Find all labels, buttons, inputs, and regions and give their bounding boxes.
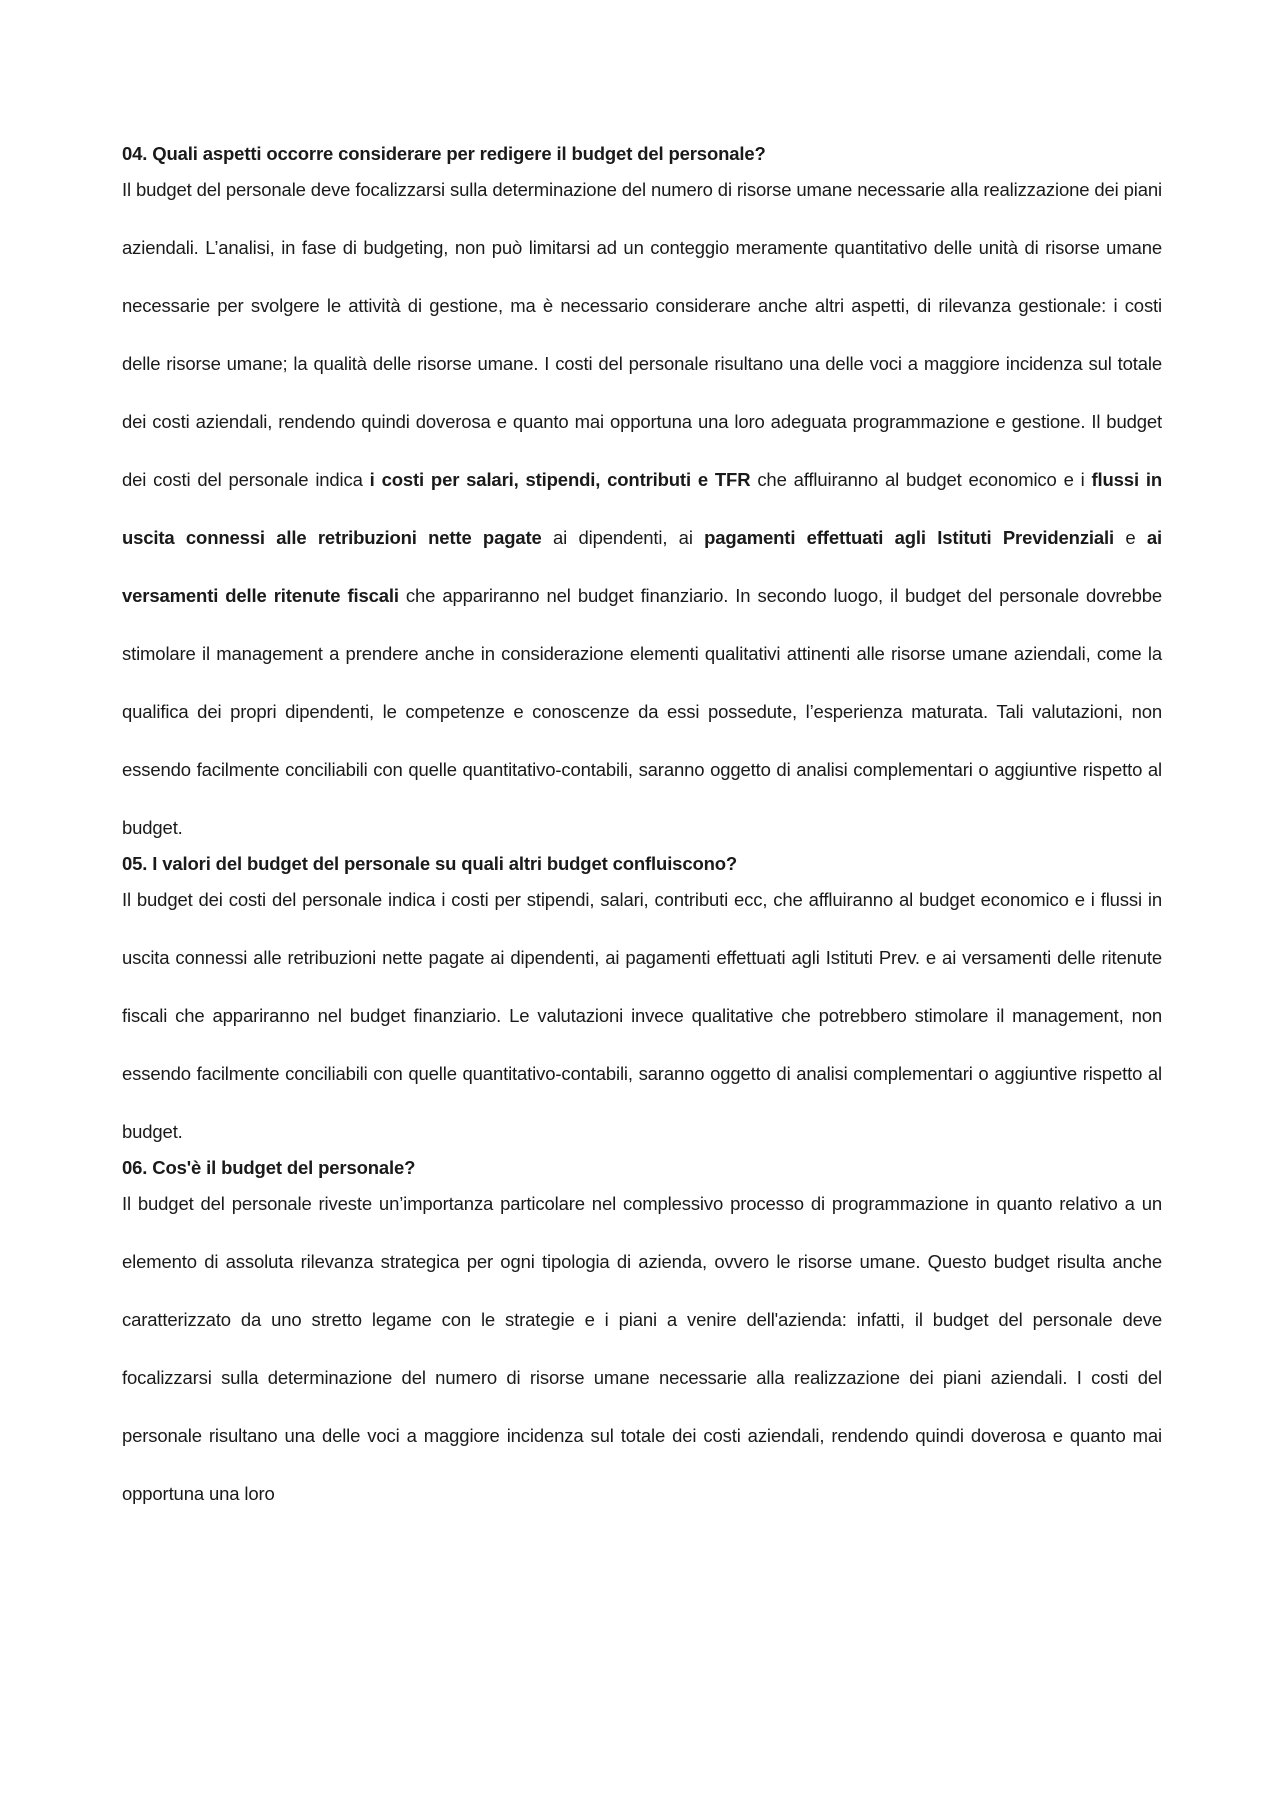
answer-04-paragraph [122,161,1162,857]
question-05-heading: 05. I valori del budget del personale su quali altri budget confluiscono? [122,853,738,874]
answer-04-text: e [1114,527,1147,548]
answer-05-paragraph: Il budget dei costi del personale indica i costi per stipendi, salari, contributi ecc, che affluiranno al budget economico e i flussi in uscita connessi alle retribuzioni nette pagate ai dipendenti, ai pagamenti effettuati agli Istituti Prev. e ai versamenti delle ritenute fiscali che appariranno nel budget finanziario. Le valutazioni invece qualitative che potrebbero stimolare il management, non essendo facilmente conciliabili con quelle quantitativo-contabili, saranno oggetto di analisi complementari o aggiuntive rispetto al budget. [122,889,1162,1142]
answer-04-text: che affluiranno al budget economico e i [750,469,1092,490]
document-page [122,142,1162,1518]
answer-04-text: che appariranno nel budget finanziario. In secondo luogo, il budget del personale dovrebbe stimolare il management a prendere anche in considerazione elementi qualitativi attinenti alle risorse umane aziendali, come la qualifica dei propri dipendenti, le competenze e conoscenze da essi possedute, l’esperienza maturata. Tali valutazioni, non essendo facilmente conciliabili con quelle quantitativo-contabili, saranno oggetto di analisi complementari o aggiuntive rispetto al budget. [122,585,1162,838]
answer-04-bold-costs: i costi per salari, stipendi, contributi e TFR [369,469,751,490]
question-04-heading: 04. Quali aspetti occorre considerare per redigere il budget del personale? [122,143,766,164]
answer-06-paragraph: Il budget del personale riveste un’importanza particolare nel complessivo processo di programmazione in quanto relativo a un elemento di assoluta rilevanza strategica per ogni tipologia di azienda, ovvero le risorse umane. Questo budget risulta anche caratterizzato da uno stretto legame con le strategie e i piani a venire dell'azienda: infatti, il budget del personale deve focalizzarsi sulla determinazione del numero di risorse umane necessarie alla realizzazione dei piani aziendali. I costi del personale risultano una delle voci a maggiore incidenza sul totale dei costi aziendali, rendendo quindi doverosa e quanto mai opportuna una loro [122,1193,1162,1504]
answer-04-text: ai dipendenti, ai [541,527,705,548]
answer-04-bold-outflows: flussi in uscita connessi alle retribuzioni nette pagate [122,469,1162,548]
answer-04-bold-withholdings: ai versamenti delle ritenute fiscali [122,527,1163,606]
answer-04-bold-payments: pagamenti effettuati agli Istituti Previdenziali [704,527,1115,548]
question-06-heading: 06. Cos'è il budget del personale? [122,1157,416,1178]
answer-04-text: Il budget del personale deve focalizzarsi sulla determinazione del numero di risorse umane necessarie alla realizzazione dei piani aziendali. L’analisi, in fase di budgeting, non può limitarsi ad un conteggio meramente quantitativo delle unità di risorse umane necessarie per svolgere le attività di gestione, ma è necessario considerare anche altri aspetti, di rilevanza gestionale: i costi delle risorse umane; la qualità delle risorse umane. I costi del personale risultano una delle voci a maggiore incidenza sul totale dei costi aziendali, rendendo quindi doverosa e quanto mai opportuna una loro adeguata programmazione e gestione. Il budget dei costi del personale indica [122,179,1162,490]
